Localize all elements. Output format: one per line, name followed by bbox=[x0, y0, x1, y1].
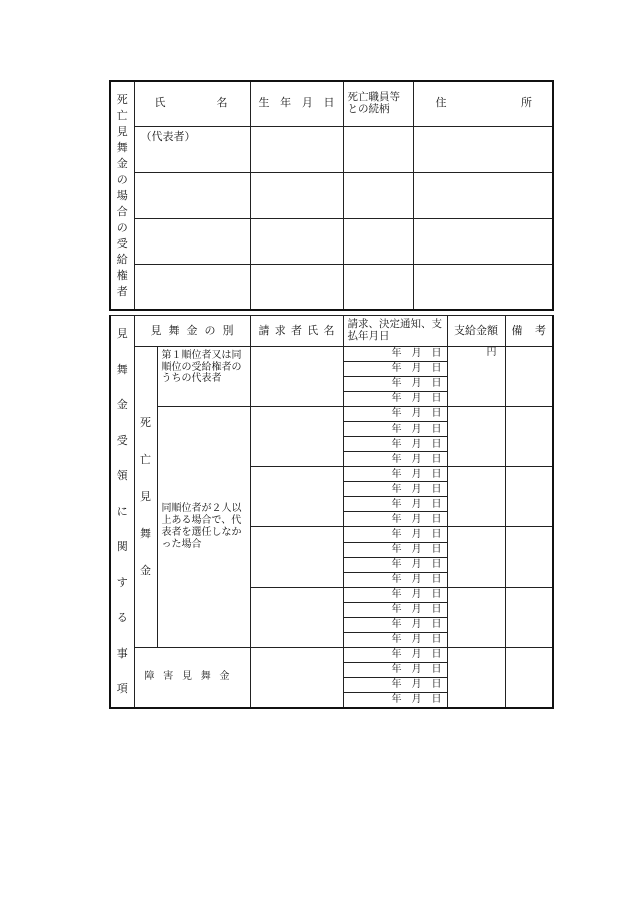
amount-header: 支給金額 bbox=[447, 316, 505, 347]
relation-cell[interactable] bbox=[343, 264, 413, 310]
remarks-cell[interactable] bbox=[505, 347, 553, 407]
address-cell[interactable] bbox=[413, 264, 553, 310]
payment-side-label: 見舞金受領に関する事項 bbox=[110, 316, 134, 708]
amount-cell[interactable] bbox=[447, 587, 505, 647]
date-cell: 年 月 日 bbox=[343, 572, 447, 587]
date-cell: 年 月 日 bbox=[343, 512, 447, 527]
beneficiary-table bbox=[109, 80, 554, 311]
remarks-cell[interactable] bbox=[505, 587, 553, 647]
relation-cell[interactable] bbox=[343, 126, 413, 172]
amount-cell[interactable] bbox=[447, 647, 505, 707]
date-cell: 年 月 日 bbox=[343, 542, 447, 557]
name-header: 氏 名 bbox=[134, 81, 250, 126]
death-label: 死亡見舞金 bbox=[134, 347, 157, 648]
birth-date-cell[interactable] bbox=[250, 172, 343, 218]
address-cell[interactable] bbox=[413, 218, 553, 264]
amount-cell[interactable] bbox=[447, 527, 505, 587]
remarks-header: 備 考 bbox=[505, 316, 553, 347]
remarks-cell[interactable] bbox=[505, 647, 553, 707]
disability-label: 障害見舞金 bbox=[134, 647, 250, 707]
claimant-cell[interactable] bbox=[250, 587, 343, 647]
amount-cell[interactable] bbox=[447, 407, 505, 467]
date-cell: 年 月 日 bbox=[343, 497, 447, 512]
date-cell: 年 月 日 bbox=[343, 527, 447, 542]
kind-header: 見舞金の別 bbox=[134, 316, 250, 347]
date-cell: 年 月 日 bbox=[343, 647, 447, 662]
date-cell: 年 月 日 bbox=[343, 392, 447, 407]
date-cell: 年 月 日 bbox=[343, 422, 447, 437]
date-cell: 年 月 日 bbox=[343, 467, 447, 482]
address-cell[interactable] bbox=[413, 172, 553, 218]
relation-header: 死亡職員等との続柄 bbox=[343, 81, 413, 126]
date-cell: 年 月 日 bbox=[343, 587, 447, 602]
amount-cell[interactable] bbox=[447, 467, 505, 527]
claimant-cell[interactable] bbox=[250, 467, 343, 527]
address-header: 住 所 bbox=[413, 81, 553, 126]
birth-date-header: 生 年 月 日 bbox=[250, 81, 343, 126]
date-header: 請求、決定通知、支払年月日 bbox=[343, 316, 447, 347]
claimant-cell[interactable] bbox=[250, 527, 343, 587]
date-cell: 年 月 日 bbox=[343, 617, 447, 632]
remarks-cell[interactable] bbox=[505, 407, 553, 467]
claimant-cell[interactable] bbox=[250, 407, 343, 467]
first-rank-text: 第１順位者又は同順位の受給権者のうちの代表者 bbox=[157, 347, 250, 407]
claimant-cell[interactable] bbox=[250, 647, 343, 707]
birth-date-cell[interactable] bbox=[250, 218, 343, 264]
name-cell[interactable] bbox=[134, 172, 250, 218]
date-cell: 年 月 日 bbox=[343, 482, 447, 497]
date-cell: 年 月 日 bbox=[343, 377, 447, 392]
date-cell: 年 月 日 bbox=[343, 347, 447, 362]
date-cell: 年 月 日 bbox=[343, 632, 447, 647]
yen-label: 円 bbox=[486, 347, 497, 358]
remarks-cell[interactable] bbox=[505, 527, 553, 587]
birth-date-cell[interactable] bbox=[250, 126, 343, 172]
claimant-header: 請求者氏名 bbox=[250, 316, 343, 347]
remarks-cell[interactable] bbox=[505, 467, 553, 527]
date-cell: 年 月 日 bbox=[343, 602, 447, 617]
date-cell: 年 月 日 bbox=[343, 452, 447, 467]
beneficiary-side-label: 死亡見舞金の場合の受給権者 bbox=[110, 81, 134, 310]
date-cell: 年 月 日 bbox=[343, 407, 447, 422]
representative-label: （代表者） bbox=[140, 129, 196, 143]
representative-name-cell[interactable] bbox=[134, 126, 250, 172]
address-cell[interactable] bbox=[413, 126, 553, 172]
birth-date-cell[interactable] bbox=[250, 264, 343, 310]
date-cell: 年 月 日 bbox=[343, 557, 447, 572]
name-cell[interactable] bbox=[134, 218, 250, 264]
date-cell: 年 月 日 bbox=[343, 362, 447, 377]
claimant-cell[interactable] bbox=[250, 347, 343, 407]
payment-table bbox=[109, 315, 554, 709]
relation-cell[interactable] bbox=[343, 218, 413, 264]
amount-cell[interactable] bbox=[447, 347, 505, 407]
date-cell: 年 月 日 bbox=[343, 437, 447, 452]
date-cell: 年 月 日 bbox=[343, 678, 447, 693]
date-cell: 年 月 日 bbox=[343, 663, 447, 678]
date-cell: 年 月 日 bbox=[343, 693, 447, 708]
relation-cell[interactable] bbox=[343, 172, 413, 218]
name-cell[interactable] bbox=[134, 264, 250, 310]
multiple-rank-text: 同順位者が２人以上ある場合で、代表者を選任しなかった場合 bbox=[157, 407, 250, 648]
